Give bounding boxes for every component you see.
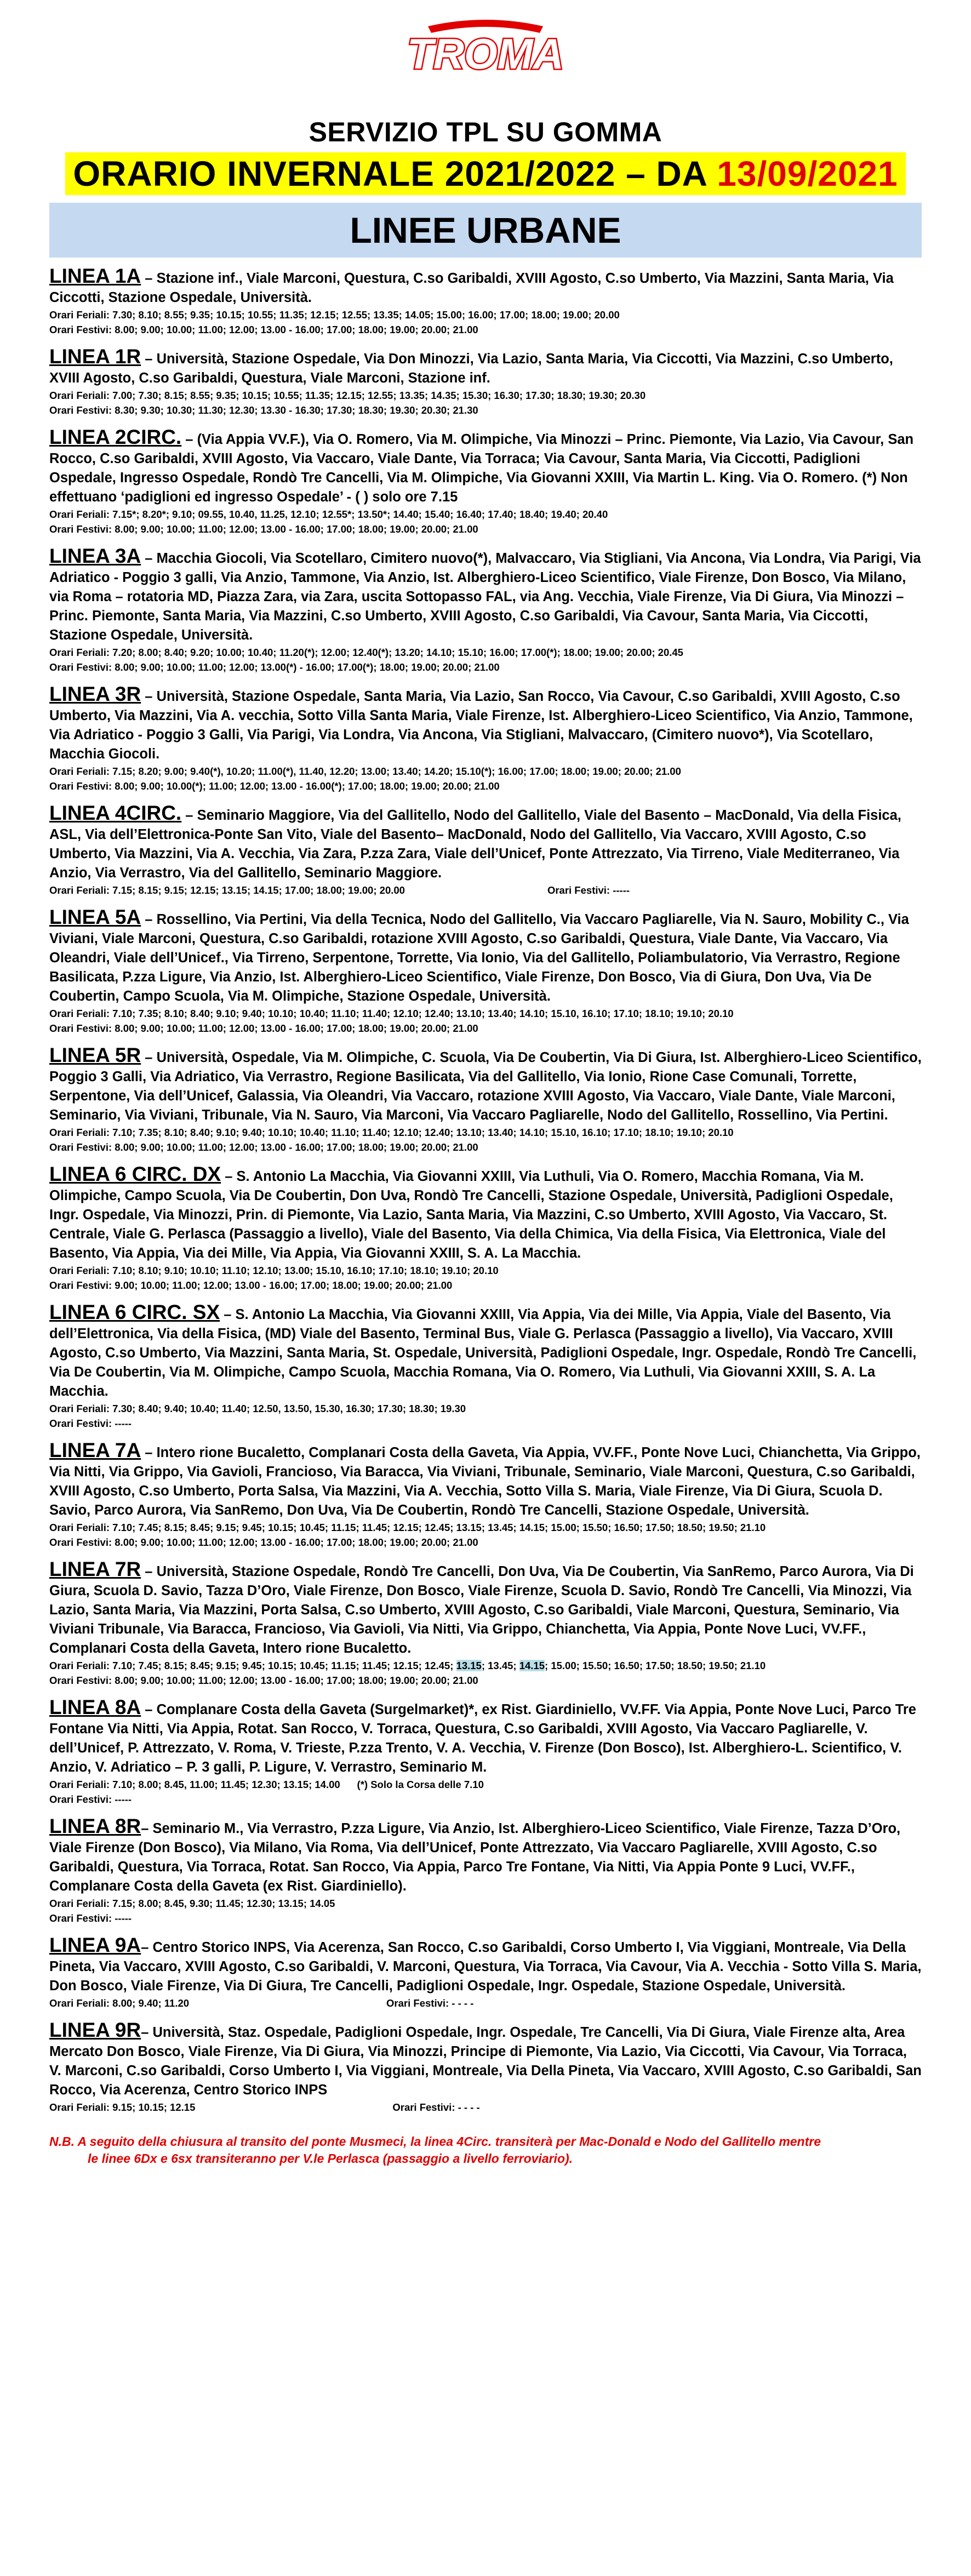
svg-text:TROMA: TROMA [407, 30, 564, 78]
line-name: LINEA 6 CIRC. DX [49, 1163, 221, 1185]
line-name: LINEA 8A [49, 1696, 141, 1718]
weekday-times: Orari Feriali: 9.15; 10.15; 12.15 [49, 2101, 196, 2113]
weekday-note: (*) Solo la Corsa delle 7.10 [357, 1779, 484, 1790]
weekday-times-part: ; 13.45; [481, 1660, 519, 1671]
footnote-line-2: le linee 6Dx e 6sx transiteranno per V.le Perlasca (passaggio a livello ferroviario). [88, 2151, 573, 2166]
line-route: – Seminario M., Via Verrastro, P.zza Ligure, Via Anzio, Ist. Alberghiero-Liceo Scientifico, Viale Firenze, Tazza D’Oro, Viale Firenze (Don Bosco), Via Milano, Via Roma, Via dell’Unicef, Ponte Attrezzato, Via Vaccaro Pagliarelle, XVIII Agosto, C.so Garibaldi, Questura, Via Torraca, Rotat. San Rocco, Via Appia, Parco Tre Fontane, Via Nitti, Via Appia Ponte 9 Luci, VV.FF., Complanare Costa della Gaveta (ex Rist. Giardiniello). [49, 1821, 901, 1894]
weekday-times: Orari Feriali: 7.20; 8.00; 8.40; 9.20; 10.00; 10.40; 11.20(*); 12.00; 12.40(*); 13.20; 14.10; 15.10; 16.00; 17.00(*); 18.00; 19.00; 20.00; 20.45 [49, 647, 683, 658]
service-title: SERVIZIO TPL SU GOMMA [309, 117, 662, 147]
line-4circ [49, 803, 922, 898]
holiday-times: Orari Festivi: 8.00; 9.00; 10.00(*); 11.00; 12.00; 13.00 - 16.00(*); 17.00; 18.00; 19.00; 20.00; 21.00 [49, 780, 500, 792]
line-6-circ-sx [49, 1303, 922, 1431]
highlighted-time: 14.15 [519, 1660, 545, 1671]
line-route: – Università, Stazione Ospedale, Santa Maria, Via Lazio, San Rocco, Via Cavour, C.so Garibaldi, XVIII Agosto, C.so Umberto, Via Mazzini, Via A. vecchia, Sotto Villa Santa Maria, Viale Firenze, Ist. Alberghiero-Liceo Scientifico, Via Anzio, Tammone, Via Adriatico - Poggio 3 Galli, Via Parigi, Via Londra, Via Ancona, Via Stigliani, Malvaccaro, (Cimitero nuovo*), Via Scotellaro, Macchia Giocoli. [49, 689, 913, 762]
weekday-times: Orari Feriali: 7.00; 7.30; 8.15; 8.55; 9.35; 10.15; 10.55; 11.35; 12.15; 12.55; 13.35; 14.35; 15.30; 16.30; 17.30; 18.30; 19.30; 20.30 [49, 390, 646, 401]
line-name: LINEA 2CIRC. [49, 426, 182, 448]
weekday-times: Orari Feriali: 7.10; 7.35; 8.10; 8.40; 9.10; 9.40; 10.10; 10.40; 11.10; 11.40; 12.10; 12.40; 13.10; 13.40; 14.10; 15.10, 16.10; 17.10; 18.10; 19.10; 20.10 [49, 1008, 734, 1019]
holiday-times: Orari Festivi: 8.00; 9.00; 10.00; 11.00; 12.00; 13.00 - 16.00; 17.00; 18.00; 19.00; 20.00; 21.00 [49, 1675, 478, 1686]
holiday-times: Orari Festivi: 8.00; 9.00; 10.00; 11.00; 12.00; 13.00 - 16.00; 17.00; 18.00; 19.00; 20.00; 21.00 [49, 1141, 478, 1153]
holiday-times: Orari Festivi: 8.00; 9.00; 10.00; 11.00; 12.00; 13.00 - 16.00; 17.00; 18.00; 19.00; 20.00; 21.00 [49, 523, 478, 535]
line-name: LINEA 5A [49, 906, 141, 928]
line-name: LINEA 7R [49, 1558, 141, 1580]
footnote [49, 2133, 922, 2167]
weekday-times-part: ; 15.00; 15.50; 16.50; 17.50; 18.50; 19.50; 21.10 [545, 1660, 766, 1671]
line-name: LINEA 3A [49, 545, 141, 567]
line-name: LINEA 6 CIRC. SX [49, 1301, 220, 1323]
weekday-times: Orari Feriali: 7.10; 8.00; 8.45, 11.00; 11.45; 12.30; 13.15; 14.00 [49, 1779, 340, 1790]
weekday-times: Orari Feriali: 7.30; 8.10; 8.55; 9.35; 10.15; 10.55; 11.35; 12.15; 12.55; 13.35; 14.05; 15.00; 16.00; 17.00; 18.00; 19.00; 20.00 [49, 309, 620, 321]
line-3r [49, 684, 922, 793]
weekday-times: Orari Feriali: 8.00; 9.40; 11.20 [49, 1997, 190, 2009]
troma-logo-icon [406, 16, 565, 82]
section-title: LINEE URBANE [49, 203, 922, 258]
line-9r [49, 2020, 922, 2115]
line-1a [49, 266, 922, 337]
line-8r [49, 1817, 922, 1926]
line-route: – Centro Storico INPS, Via Acerenza, San Rocco, C.so Garibaldi, Corso Umberto I, Via Viggiani, Montreale, Via Della Pineta, Via Vaccaro, XVIII Agosto, C.so Garibaldi, V. Marconi, Questura, Via Torraca, Via Cavour, Via A. Vecchia - Sotto Villa S. Maria, Don Bosco, Viale Firenze, Via Di Giura, Tre Cancelli, Padiglioni Ospedale, Ingr. Ospedale, Stazione Ospedale, Università. [49, 1940, 922, 1994]
line-route: – Complanare Costa della Gaveta (Surgelmarket)*, ex Rist. Giardiniello, VV.FF. Via Appia, Ponte Nove Luci, Parco Tre Fontane Via Nitti, Via Appia, Rotat. San Rocco, V. Torraca, Questura, C.so Garibaldi, XVIII Agosto, Via Vaccaro Pagliarelle, V. dell’Unicef, P. Attrezzato, V. Roma, V. Trieste, P.zza Trento, V. A. Vecchia, V. Firenze (Don Bosco), Ist. Alberghiero-L. Scientifico, V. Anzio, V. Adriatico – P. 3 galli, P. Ligure, V. Verrastro, Seminario M. [49, 1702, 916, 1775]
holiday-times: Orari Festivi: 8.00; 9.00; 10.00; 11.00; 12.00; 13.00 - 16.00; 17.00; 18.00; 19.00; 20.00; 21.00 [49, 1023, 478, 1034]
line-route: – Intero rione Bucaletto, Complanari Costa della Gaveta, Via Appia, VV.FF., Ponte Nove Luci, Chianchetta, Via Grippo, Via Nitti, Via Grippo, Via Gavioli, Francioso, Via Baracca, Via Viviani, Tribunale, Seminario, Viale Marconi, Questura, C.so Garibaldi, XVIII Agosto, C.so Umberto, Porta Salsa, Via Mazzini, Via A. Vecchia, Sotto Villa S. Maria, Viale Firenze, Via Di Giura, Scuola D. Savio, Parco Aurora, Via SanRemo, Don Uva, Via De Coubertin, Rondò Tre Cancelli, Stazione Ospedale, Università. [49, 1445, 921, 1518]
holiday-times: Orari Festivi: ----- [547, 884, 630, 896]
weekday-times: Orari Feriali: 7.30; 8.40; 9.40; 10.40; 11.40; 12.50, 13.50, 15.30, 16.30; 17.30; 18.30; 19.30 [49, 1403, 466, 1414]
weekday-times: Orari Feriali: 7.15; 8.15; 9.15; 12.15; 13.15; 14.15; 17.00; 18.00; 19.00; 20.00 [49, 884, 405, 896]
holiday-times: Orari Festivi: 8.30; 9.30; 10.30; 11.30; 12.30; 13.30 - 16.30; 17.30; 18.30; 19.30; 20.30; 21.30 [49, 404, 478, 416]
holiday-times: Orari Festivi: ----- [49, 1912, 132, 1924]
highlighted-time: 13.15 [456, 1660, 482, 1671]
holiday-times: Orari Festivi: 9.00; 10.00; 11.00; 12.00; 13.00 - 16.00; 17.00; 18.00; 19.00; 20.00; 21.00 [49, 1280, 453, 1291]
line-route: – S. Antonio La Macchia, Via Giovanni XXIII, Via Luthuli, Via O. Romero, Macchia Romana, Via M. Olimpiche, Campo Scuola, Via De Coubertin, Don Uva, Rondò Tre Cancelli, Stazione Ospedale, Università, Padiglioni Ospedale, Ingr. Ospedale, Via Minozzi, Prin. di Piemonte, Via Lazio, Santa Maria, Via Mazzini, C.so Umberto, XVIII Agosto, Via Vaccaro, St. Centrale, Viale G. Perlasca (Passaggio a livello), Viale del Basento, Via della Chimica, Via della Fisica, Via Elettronica, Viale del Basento, Via Appia, Via dei Mille, Via Appia, Via Giovanni XXIII, S. A. La Macchia. [49, 1169, 893, 1261]
weekday-times: Orari Feriali: 7.10; 8.10; 9.10; 10.10; 11.10; 12.10; 13.00; 15.10, 16.10; 17.10; 18.10; 19.10; 20.10 [49, 1265, 499, 1276]
holiday-times: Orari Festivi: 8.00; 9.00; 10.00; 11.00; 12.00; 13.00 - 16.00; 17.00; 18.00; 19.00; 20.00; 21.00 [49, 324, 478, 335]
line-name: LINEA 9A [49, 1934, 141, 1956]
line-1r [49, 347, 922, 418]
line-route: – Stazione inf., Viale Marconi, Questura, C.so Garibaldi, XVIII Agosto, C.so Umberto, Via Mazzini, Santa Maria, Via Ciccotti, Stazione Ospedale, Università. [49, 271, 894, 305]
line-route: – (Via Appia VV.F.), Via O. Romero, Via M. Olimpiche, Via Minozzi – Princ. Piemonte, Via Lazio, Via Cavour, San Rocco, C.so Garibaldi, XVIII Agosto, Via Vaccaro, Viale Dante, Via Torraca; Via Cavour, Santa Maria, Via Ciccotti, Padiglioni Ospedale, Ingresso Ospedale, Rondò Tre Cancelli, Via M. Olimpiche, Via Giovanni XXIII, Via Martin L. King. Via O. Romero. (*) Non effettuano ‘padiglioni ed ingresso Ospedale’ - ( ) solo ore 7.15 [49, 432, 914, 505]
line-name: LINEA 5R [49, 1044, 141, 1066]
line-route: – Università, Ospedale, Via M. Olimpiche, C. Scuola, Via De Coubertin, Via Di Giura, Ist. Alberghiero-Liceo Scientifico, Poggio 3 Galli, Via Adriatico, Via Verrastro, Regione Basilicata, Via del Gallitello, Via Ionio, Rione Case Comunali, Torrette, Serpentone, Via dell’Unicef, Galassia, Via Oleandri, Via Vaccaro, rotazione XVIII Agosto, Via Vaccaro, Viale Dante, Viale Marconi, Seminario, Via Viviani, Tribunale, Via N. Sauro, Via Marconi, Via Vaccaro Pagliarelle, Nodo del Gallitello, Rossellino, Via Pertini. [49, 1050, 922, 1123]
weekday-times [49, 1658, 922, 1673]
weekday-times: Orari Feriali: 7.10; 7.45; 8.15; 8.45; 9.15; 9.45; 10.15; 10.45; 11.15; 11.45; 12.15; 12.45; 13.15; 13.45; 14.15; 15.00; 15.50; 16.50; 17.50; 18.50; 19.50; 21.10 [49, 1522, 766, 1533]
schedule-start-date: 13/09/2021 [717, 154, 898, 193]
line-name: LINEA 8R [49, 1815, 141, 1837]
line-name: LINEA 3R [49, 683, 141, 705]
holiday-times: Orari Festivi: - - - - [392, 2101, 480, 2113]
holiday-times: Orari Festivi: ----- [49, 1418, 132, 1429]
weekday-times: Orari Feriali: 7.10; 7.35; 8.10; 8.40; 9.10; 9.40; 10.10; 10.40; 11.10; 11.40; 12.10; 12.40; 13.10; 13.40; 14.10; 15.10, 16.10; 17.10; 18.10; 19.10; 20.10 [49, 1127, 734, 1138]
line-route: – Seminario Maggiore, Via del Gallitello, Nodo del Gallitello, Viale del Basento – MacDonald, Via della Fisica, ASL, Via dell’Elettronica-Ponte San Vito, Viale del Basento– MacDonald, Nodo del Gallitello, Via Vaccaro, XVIII Agosto, C.so Umberto, Via Mazzini, Via A. Vecchia, Via Zara, P.zza Zara, Viale dell’Unicef, Ponte Attrezzato, Via Tirreno, Viale Mediterraneo, Via Anzio, Via Verrastro, Via del Gallitello, Seminario Maggiore. [49, 808, 901, 881]
line-8a [49, 1698, 922, 1807]
schedule-banner [65, 152, 905, 195]
line-route: – S. Antonio La Macchia, Via Giovanni XXIII, Via Appia, Via dei Mille, Via Appia, Viale del Basento, Via dell’Elettronica, Via della Fisica, (MD) Viale del Basento, Terminal Bus, Viale G. Perlasca (Passaggio a livello), Via Vaccaro, XVIII Agosto, C.so Umberto, Via Mazzini, Santa Maria, St. Ospedale, Università, Padiglioni Ospedale, Ingr. Ospedale, Rondò Tre Cancelli, Via De Coubertin, Via M. Olimpiche, Campo Scuola, Macchia Romana, Via O. Romero, Via Luthuli, Via Giovanni XXIII, S. A. La Macchia. [49, 1307, 917, 1399]
line-9a [49, 1935, 922, 2010]
line-route: – Università, Stazione Ospedale, Rondò Tre Cancelli, Don Uva, Via De Coubertin, Via SanRemo, Parco Aurora, Via Di Giura, Scuola D. Savio, Tazza D’Oro, Viale Firenze, Don Bosco, Viale Firenze, Scuola D. Savio, Rondò Tre Cancelli, Via Minozzi, Via Lazio, Santa Maria, Via Mazzini, Porta Salsa, C.so Umberto, XVIII Agosto, C.so Garibaldi, Viale Marconi, Questura, Seminario, Via Viviani Tribunale, Via Baracca, Francioso, Via Gavioli, Via Nitti, Via Grippo, Chianchetta, Via Appia, Ponte Nove Luci, VV.FF., Complanari Costa della Gaveta, Intero rione Bucaletto. [49, 1564, 914, 1656]
line-2circ [49, 427, 922, 536]
weekday-times-part: Orari Feriali: 7.10; 7.45; 8.15; 8.45; 9.15; 9.45; 10.15; 10.45; 11.15; 11.45; 12.15; 12.45; [49, 1660, 456, 1671]
line-7r [49, 1560, 922, 1688]
holiday-times: Orari Festivi: 8.00; 9.00; 10.00; 11.00; 12.00; 13.00 - 16.00; 17.00; 18.00; 19.00; 20.00; 21.00 [49, 1537, 478, 1548]
line-name: LINEA 4CIRC. [49, 802, 182, 824]
line-5a [49, 907, 922, 1036]
line-name: LINEA 7A [49, 1439, 141, 1461]
weekday-times: Orari Feriali: 7.15*; 8.20*; 9.10; 09.55, 10.40, 11.25, 12.10; 12.55*; 13.50*; 14.40; 15.40; 16.40; 17.40; 18.40; 19.40; 20.40 [49, 509, 608, 520]
footnote-line-1: N.B. A seguito della chiusura al transito del ponte Musmeci, la linea 4Circ. transiterà per Mac-Donald e Nodo del Gallitello mentre [49, 2134, 821, 2149]
line-route: – Università, Staz. Ospedale, Padiglioni Ospedale, Ingr. Ospedale, Tre Cancelli, Via Di Giura, Viale Firenze alta, Area Mercato Don Bosco, Viale Firenze, Via Di Giura, Via Minozzi, Principe di Piemonte, Via Lazio, Via Ciccotti, Via Cavour, Via Torraca, V. Marconi, C.so Garibaldi, Corso Umberto I, Via Viggiani, Montreale, Via Della Pineta, Via Vaccaro, XVIII Agosto, C.so Garibaldi, San Rocco, Via Acerenza, Centro Storico INPS [49, 2025, 922, 2098]
line-6-circ-dx [49, 1164, 922, 1293]
line-7a [49, 1441, 922, 1550]
holiday-times: Orari Festivi: 8.00; 9.00; 10.00; 11.00; 12.00; 13.00(*) - 16.00; 17.00(*); 18.00; 19.00; 20.00; 21.00 [49, 661, 500, 673]
line-name: LINEA 9R [49, 2019, 141, 2041]
holiday-times: Orari Festivi: ----- [49, 1794, 132, 1805]
line-route: – Università, Stazione Ospedale, Via Don Minozzi, Via Lazio, Santa Maria, Via Ciccotti, Via Mazzini, C.so Umberto, XVIII Agosto, C.so Garibaldi, Questura, Viale Marconi, Stazione inf. [49, 351, 893, 386]
schedule-banner-text: ORARIO INVERNALE 2021/2022 – DA [73, 154, 717, 193]
line-5r [49, 1046, 922, 1155]
line-3a [49, 546, 922, 675]
weekday-times: Orari Feriali: 7.15; 8.00; 8.45, 9.30; 11.45; 12.30; 13.15; 14.05 [49, 1898, 335, 1909]
troma-logo [406, 16, 565, 82]
logo-area [49, 0, 922, 99]
line-name: LINEA 1A [49, 265, 141, 287]
weekday-times: Orari Feriali: 7.15; 8.20; 9.00; 9.40(*), 10.20; 11.00(*), 11.40, 12.20; 13.00; 13.40; 14.20; 15.10(*); 16.00; 17.00; 18.00; 19.00; 20.00; 21.00 [49, 766, 681, 777]
line-route: – Rossellino, Via Pertini, Via della Tecnica, Nodo del Gallitello, Via Vaccaro Pagliarelle, Via N. Sauro, Mobility C., Via Viviani, Viale Marconi, Questura, C.so Garibaldi, rotazione XVIII Agosto, C.so Garibaldi, Questura, Viale Dante, Via Vaccaro, Via Oleandri, Viale dell’Unicef., Via Tirreno, Serpentone, Torrette, Via Ionio, Via del Gallitello, Poliambulatorio, Via Verrastro, Regione Basilicata, P.zza Ligure, Via Anzio, Ist. Alberghiero-Liceo Scientifico, Viale Firenze, Don Bosco, Via di Giura, Don Uva, Via De Coubertin, Campo Scuola, Via M. Olimpiche, Stazione Ospedale, Università. [49, 912, 909, 1004]
lines-list [49, 266, 922, 2115]
holiday-times: Orari Festivi: - - - - [386, 1997, 474, 2009]
line-name: LINEA 1R [49, 345, 141, 368]
line-route: – Macchia Giocoli, Via Scotellaro, Cimitero nuovo(*), Malvaccaro, Via Stigliani, Via Ancona, Via Londra, Via Parigi, Via Adriatico - Poggio 3 galli, Via Anzio, Tammone, Via Anzio, Ist. Alberghiero-Liceo Scientifico, Viale Firenze, Don Bosco, Via Milano, via Roma – rotatoria MD, Piazza Zara, via Zara, uscita Sottopasso FAL, via Ang. Vecchia, Viale Firenze, Via Di Giura, Via Minozzi – Princ. Piemonte, Santa Maria, Via Mazzini, C.so Umberto, XVIII Agosto, C.so Garibaldi, Via Cavour, Santa Maria, Via Ciccotti, Stazione Ospedale, Università. [49, 551, 921, 643]
